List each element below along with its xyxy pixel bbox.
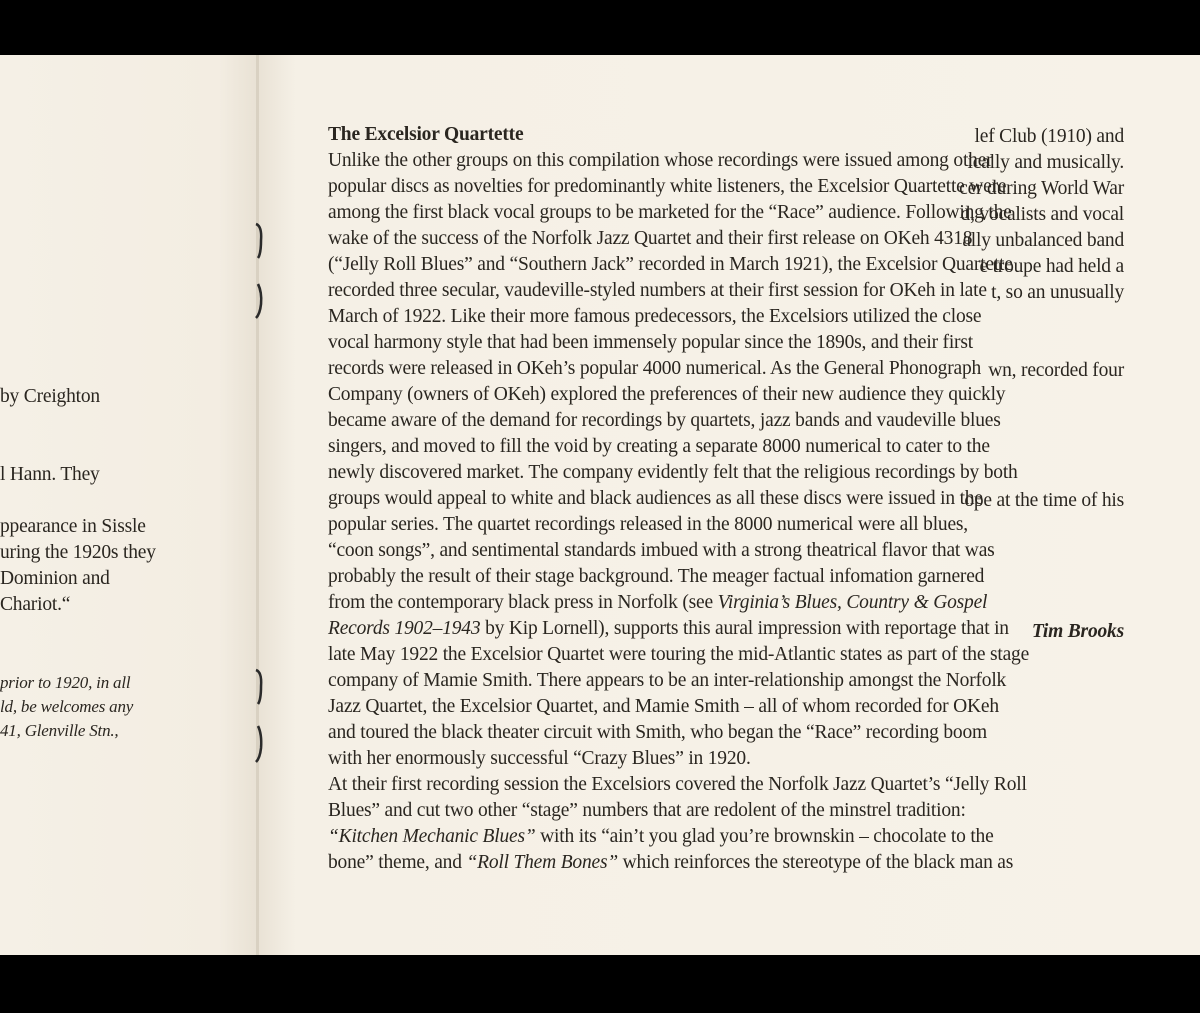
body-text-line: Unlike the other groups on this compilation whose recordings were issued among other	[328, 150, 993, 171]
left-text-line: ppearance in Sissle	[0, 516, 146, 537]
left-text-line: ically and musically.	[967, 152, 1124, 173]
body-text-line: newly discovered market. The company evidently felt that the religious recordings by both	[328, 462, 1018, 483]
body-text-line: company of Mamie Smith. There appears to be an inter-relationship amongst the Norfolk	[328, 670, 1007, 691]
body-text-line: recorded three secular, vaudeville-styled numbers at their first session for OKeh in late	[328, 280, 987, 301]
left-text-line: lef Club (1910) and	[974, 126, 1124, 147]
body-text-line: At their first recording session the Excelsiors covered the Norfolk Jazz Quartet’s “Jelly Roll	[328, 774, 1027, 795]
body-text-line: late May 1922 the Excelsior Quartet were touring the mid-Atlantic states as part of the stage	[328, 644, 1030, 665]
staple-icon	[252, 724, 268, 764]
body-text-span: which reinforces the stereotype of the black man as	[618, 852, 1014, 873]
body-text-line: “coon songs”, and sentimental standards imbued with a strong theatrical flavor that was	[328, 540, 995, 561]
body-text-line: records were released in OKeh’s popular 4000 numerical. As the General Phonograph	[328, 358, 982, 379]
left-text-line: Dominion and	[0, 568, 110, 589]
left-text-line: ope at the time of his	[964, 490, 1124, 511]
body-text-line: Jazz Quartet, the Excelsior Quartet, and Mamie Smith – all of whom recorded for OKeh	[328, 696, 999, 717]
left-note-line: ld, be welcomes any	[0, 697, 134, 716]
left-text-line: l Hann. They	[0, 464, 100, 485]
body-text-line: groups would appeal to white and black audiences as all these discs were issued in the	[328, 488, 983, 509]
book-title-italic: Virginia’s Blues, Country & Gospel	[717, 592, 988, 613]
body-text-span: from the contemporary black press in Norfolk (see	[328, 592, 718, 613]
body-text-line	[328, 590, 987, 616]
staple-icon	[252, 668, 268, 706]
staple-icon	[252, 222, 268, 260]
left-text-line: t, so an unusually	[991, 282, 1124, 303]
left-text-line: wn, recorded four	[988, 360, 1124, 381]
body-text-line	[328, 824, 994, 850]
body-text-line: popular series. The quartet recordings released in the 8000 numerical were all blues,	[328, 514, 968, 535]
body-text-line: wake of the success of the Norfolk Jazz Quartet and their first release on OKeh 4318	[328, 228, 973, 249]
body-text-line: and toured the black theater circuit with Smith, who began the “Race” recording boom	[328, 722, 987, 743]
left-text-line: Chariot.“	[0, 594, 71, 615]
body-text-line: singers, and moved to fill the void by creating a separate 8000 numerical to cater to the	[328, 436, 990, 457]
left-text-line: ally unbalanced band	[962, 230, 1124, 251]
spine-fold	[256, 55, 259, 955]
body-text-line: March of 1922. Like their more famous predecessors, the Excelsiors utilized the close	[328, 306, 982, 327]
staple-icon	[252, 282, 268, 320]
left-note-line: prior to 1920, in all	[0, 673, 131, 692]
left-note-line: 41, Glenville Stn.,	[0, 721, 119, 740]
body-text-line: Company (owners of OKeh) explored the preferences of their new audience they quickly	[328, 384, 1006, 405]
body-text-line: among the first black vocal groups to be marketed for the “Race” audience. Following the	[328, 202, 1012, 223]
body-text-line: became aware of the demand for recordings by quartets, jazz bands and vaudeville blues	[328, 410, 1001, 431]
body-text-line: probably the result of their stage background. The meager factual infomation garnered	[328, 566, 985, 587]
book-title-italic: Records 1902–1943	[328, 618, 481, 639]
body-text-span: with its “ain’t you glad you’re brownskin – chocolate to the	[535, 826, 994, 847]
body-text-line	[328, 616, 1009, 642]
song-title-italic: “Roll Them Bones”	[466, 852, 618, 873]
author-credit: Tim Brooks	[1031, 621, 1124, 642]
section-heading: The Excelsior Quartette	[328, 124, 524, 145]
body-text-span: bone” theme, and	[328, 852, 467, 873]
left-text-line: cer during World War	[959, 178, 1124, 199]
body-text-line	[328, 850, 1013, 876]
left-text-line: e troupe had held a	[979, 256, 1124, 277]
left-text-line: d, vocalists and vocal	[960, 204, 1124, 225]
body-text-line: with her enormously successful “Crazy Blues” in 1920.	[328, 748, 751, 769]
song-title-italic: “Kitchen Mechanic Blues”	[328, 826, 536, 847]
body-text-span: by Kip Lornell), supports this aural impression with reportage that in	[480, 618, 1009, 639]
left-text-line: by Creighton	[0, 386, 100, 407]
left-page	[0, 55, 258, 955]
left-text-line: uring the 1920s they	[0, 542, 156, 563]
body-text-line: (“Jelly Roll Blues” and “Southern Jack” recorded in March 1921), the Excelsior Quartette	[328, 254, 1013, 275]
body-text-line: vocal harmony style that had been immensely popular since the 1890s, and their first	[328, 332, 973, 353]
body-text-line: Blues” and cut two other “stage” numbers that are redolent of the minstrel tradition:	[328, 800, 966, 821]
body-text-line: popular discs as novelties for predominantly white listeners, the Excelsior Quartette were	[328, 176, 1007, 197]
